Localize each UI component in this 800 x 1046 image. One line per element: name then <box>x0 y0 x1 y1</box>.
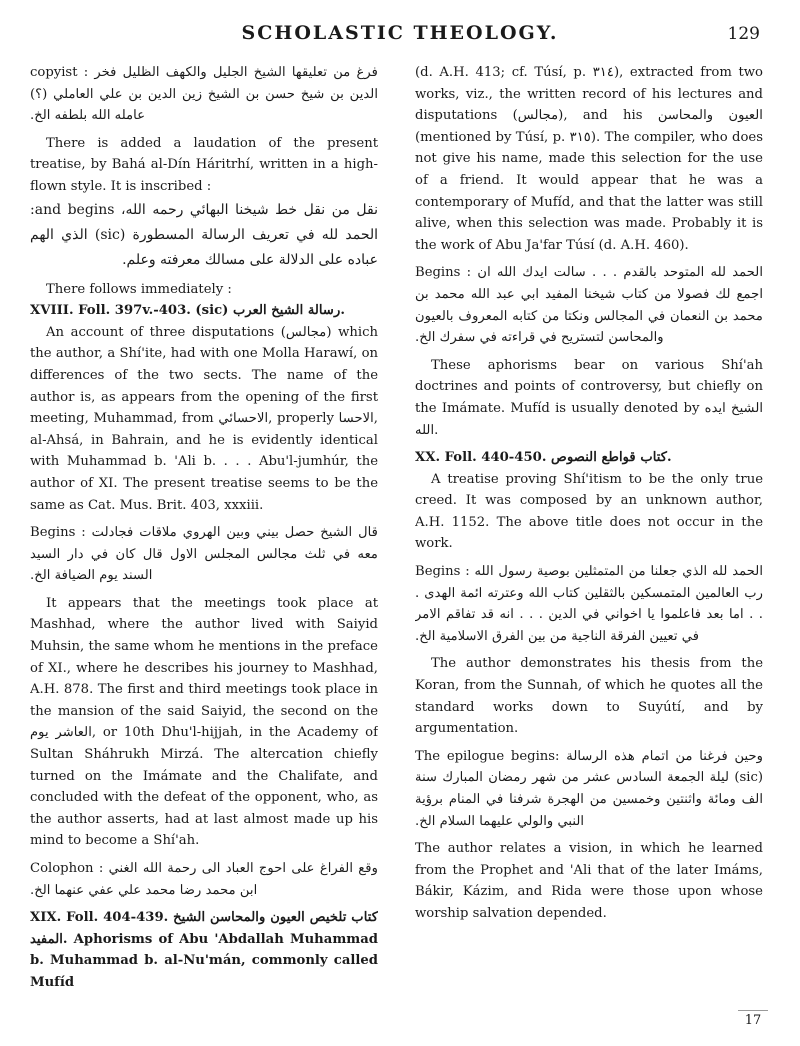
left-column <box>30 62 378 1022</box>
paragraph: (d. A.H. 413; cf. Túsí, p. ٣١٤), extracted from two works, viz., the written record of his lectures and disputations (مجالس), and his العيون والمحاسن (mentioned by Túsí, p. ٣١٥). The compiler, who does not give his name, made this selection for the use of a friend. It would appear that he was a contemporary of Mufíd, and that the latter was still alive, when this selection was made. Probably it is the work of Abu Ja'far Túsí (d. A.H. 460). <box>415 65 763 253</box>
paragraph: There follows immediately : <box>46 281 232 297</box>
page-number: 129 <box>727 24 760 44</box>
arabic-text: وقع الفراغ على احوج العباد الى رحمة الله الغني ابن محمد رضا محمد علي عفي عنهما الخ. <box>30 861 378 898</box>
block-label: Begins : <box>415 265 472 281</box>
page-header <box>0 22 800 46</box>
section-heading-xx: XX. Foll. 440-450. كتاب قواطع النصوص. <box>415 450 672 466</box>
arabic-text: قال الشيخ حصل بيني وبين الهروي ملاقات فجادلت معه في ثلث مجالس المجلس الاول قال كان في دار السيد السند يوم الضيافة الخ. <box>30 525 378 584</box>
colophon-line <box>30 858 378 901</box>
right-column <box>415 62 763 1022</box>
paragraph: The author demonstrates his thesis from the Koran, from the Sunnah, of which he quotes all the standard works down to Suyútí, and by argumentation. <box>415 656 763 737</box>
paragraph: There is added a laudation of the present treatise, by Bahá al-Dín Háritrhí, written in a high-flown style. It is inscribed : <box>30 135 378 194</box>
arabic-text: الحمد لله الذي جعلنا من المتمثلين بوصية رسول الله رب العالمين المتمسكين بالثقلين كتاب الله وعترته ائمة الهدى . . . اما بعد فاعلموا يا اخواني في الدين . . . انه قد تفاقم الامر في تعيين الفرقة الناجية من بين الفرق الاسلامية الخ. <box>415 564 763 644</box>
paragraph: It appears that the meetings took place at Mashhad, where the author lived with Saiyid Muhsin, the same whom he mentions in the preface of XI., where he describes his journey to Mashhad, A.H. 878. The first and third meetings took place in the mansion of the said Saiyid, the second on the العاشر يوم, or 10th Dhu'l-hijjah, in the Academy of Sultan Sháhrukh Mirzá. The altercation chiefly turned on the Imámate and the Chalifate, and concluded with the defeat of the opponent, who, as the author asserts, had at last almost made up his mind to become a Shí'ah. <box>30 595 378 849</box>
begins-line <box>30 522 378 587</box>
arabic-block: نقل من نقل خط شيخنا البهائي رحمه الله، and begins: الحمد لله في تعريف الرسالة المسطورة (sic) الذي الهم عباده على الدلالة على مسالك معرفته وعلم. <box>30 201 378 268</box>
section-heading-xix: XIX. Foll. 404-439. كتاب تلخيص العيون والمحاسن الشيخ المفيد. Aphorisms of Abu 'Abdallah Muhammad b. Muhammad b. al-Nu'mán, commonly called Mufíd <box>30 910 378 990</box>
arabic-text: وحين فرغنا من اتمام هذه الرسالة (sic) ليلة الجمعة السادس عشر من شهر رمضان المبارك سنة الف ومائة واثنتين وخمسين من الهجرة شرفنا في المنام برؤية النبي والولي عليهما السلام الخ. <box>415 748 763 829</box>
copyist-line <box>30 62 378 127</box>
begins-line <box>415 262 763 348</box>
block-label: Begins : <box>415 564 470 580</box>
paragraph: A treatise proving Shí'itism to be the only true creed. It was composed by an unknown author, A.H. 1152. The above title does not occur in the work. <box>415 471 763 552</box>
paragraph: These aphorisms bear on various Shí'ah doctrines and points of controversy, but chiefly on the Imámate. Mufíd is usually denoted by الشيخ ايده الله. <box>415 357 763 438</box>
paragraph: The author relates a vision, in which he learned from the Prophet and 'Ali that of the later Imáms, Bákir, Kázim, and Rida were those upon whose worship salvation depended. <box>415 841 763 921</box>
arabic-text: الحمد لله المتوحد بالقدم . . . سالت ايدك الله ان اجمع لك فصولا من كتاب شيخنا المفيد ابي عبد الله محمد بن محمد بن النعمان في المجالس ونكتا من كتابه المعروف بالعيون والمحاسن لتستريح في قراءته في سفرك الخ. <box>415 265 763 346</box>
section-heading-xviii: XVIII. Foll. 397v.-403. (sic) رسالة الشيخ العرب. <box>30 303 345 319</box>
block-label: Begins : <box>30 525 86 541</box>
running-title: SCHOLASTIC THEOLOGY. <box>241 22 559 44</box>
printer-signature: 17 <box>738 1010 768 1031</box>
begins-line <box>415 561 763 647</box>
paragraph: An account of three disputations (مجالس) which the author, a Shí'ite, had with one Molla Harawí, on differences of the two sects. The name of the author is, as appears from the opening of the first meeting, Muhammad, from الاحسائي, properly الاحسا, al-Ahsá, in Bahrain, and he is evidently identical with Muhammad b. 'Ali b. . . . Abu'l-jumhúr, the author of XI. The present treatise seems to be the same as Cat. Mus. Brit. 403, xxxiii. <box>30 324 378 513</box>
epilogue-line <box>415 746 763 832</box>
block-label: copyist : <box>30 65 89 80</box>
block-label: The epilogue begins: <box>415 748 560 764</box>
block-label: Colophon : <box>30 861 104 876</box>
arabic-text: فرغ من تعليقها الشيخ الجليل والكهف الظليل فخر الدين بن شيخ حسن بن الشيخ زين الدين بن علي العاملي (؟) عامله الله بلطفه الخ. <box>30 65 378 124</box>
